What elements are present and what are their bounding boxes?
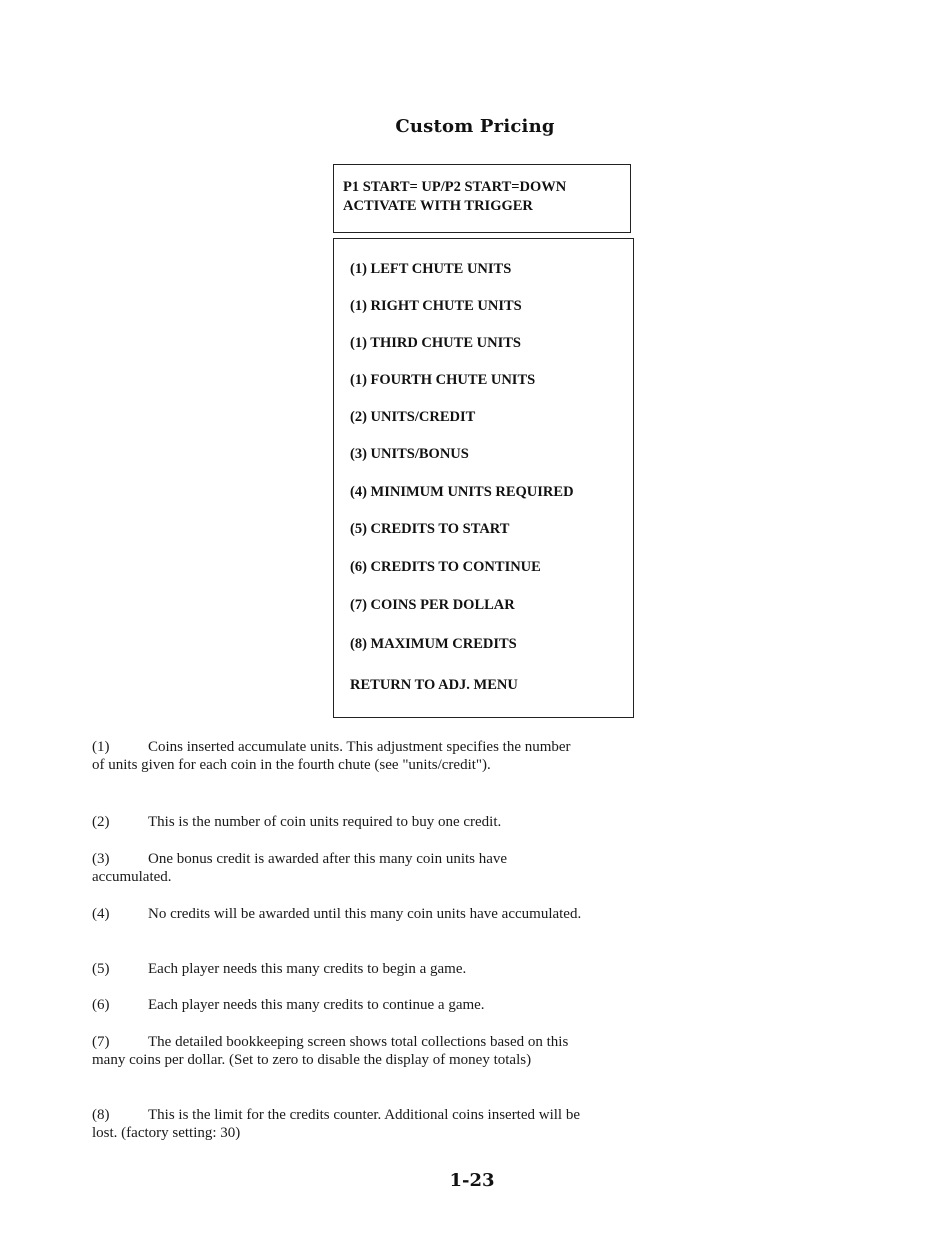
note-text: The detailed bookkeeping screen shows total collections based on this many coins per dollar. (Set to zero to disable the display of money totals) [92, 1034, 569, 1068]
menu-item-credits-to-continue[interactable]: (6) CREDITS TO CONTINUE [350, 559, 541, 575]
note-3 [92, 850, 584, 886]
menu-item-return-to-adj-menu[interactable]: RETURN TO ADJ. MENU [350, 677, 518, 693]
note-7 [92, 1033, 584, 1069]
menu-item-maximum-credits[interactable]: (8) MAXIMUM CREDITS [350, 636, 517, 652]
note-text: Each player needs this many credits to begin a game. [148, 961, 467, 977]
note-number: (3) [92, 851, 110, 867]
controls-instruction-box [333, 164, 631, 233]
note-1 [92, 738, 584, 774]
note-text: Coins inserted accumulate units. This adjustment specifies the number of units given for each coin in the fourth chute (see "units/credit"). [92, 739, 571, 773]
note-text: This is the limit for the credits counter. Additional coins inserted will be lost. (factory setting: 30) [92, 1107, 581, 1141]
note-6 [92, 996, 584, 1014]
menu-item-left-chute-units[interactable]: (1) LEFT CHUTE UNITS [350, 261, 512, 277]
note-5 [92, 960, 584, 978]
note-text: Each player needs this many credits to continue a game. [148, 997, 485, 1013]
note-number: (4) [92, 906, 110, 922]
note-4 [92, 905, 584, 923]
menu-item-units-bonus[interactable]: (3) UNITS/BONUS [350, 446, 469, 462]
controls-line-1: P1 START= UP/P2 START=DOWN [343, 179, 567, 195]
menu-item-fourth-chute-units[interactable]: (1) FOURTH CHUTE UNITS [350, 372, 536, 388]
custom-pricing-menu [333, 238, 634, 718]
note-text: No credits will be awarded until this many coin units have accumulated. [148, 906, 582, 922]
note-text: This is the number of coin units required to buy one credit. [148, 814, 502, 830]
note-number: (2) [92, 814, 110, 830]
menu-item-credits-to-start[interactable]: (5) CREDITS TO START [350, 521, 510, 537]
note-8 [92, 1106, 584, 1142]
menu-item-units-credit[interactable]: (2) UNITS/CREDIT [350, 409, 476, 425]
menu-item-right-chute-units[interactable]: (1) RIGHT CHUTE UNITS [350, 298, 522, 314]
note-2 [92, 813, 584, 831]
note-number: (6) [92, 997, 110, 1013]
note-number: (7) [92, 1034, 110, 1050]
menu-item-third-chute-units[interactable]: (1) THIRD CHUTE UNITS [350, 335, 521, 351]
menu-item-minimum-units-required[interactable]: (4) MINIMUM UNITS REQUIRED [350, 484, 574, 500]
page-title: Custom Pricing [395, 116, 555, 137]
note-number: (5) [92, 961, 110, 977]
controls-line-2: ACTIVATE WITH TRIGGER [343, 198, 533, 214]
note-number: (1) [92, 739, 110, 755]
menu-item-coins-per-dollar[interactable]: (7) COINS PER DOLLAR [350, 597, 515, 613]
note-text: One bonus credit is awarded after this many coin units have accumulated. [92, 851, 508, 885]
page-number: 1-23 [449, 1170, 495, 1191]
note-number: (8) [92, 1107, 110, 1123]
